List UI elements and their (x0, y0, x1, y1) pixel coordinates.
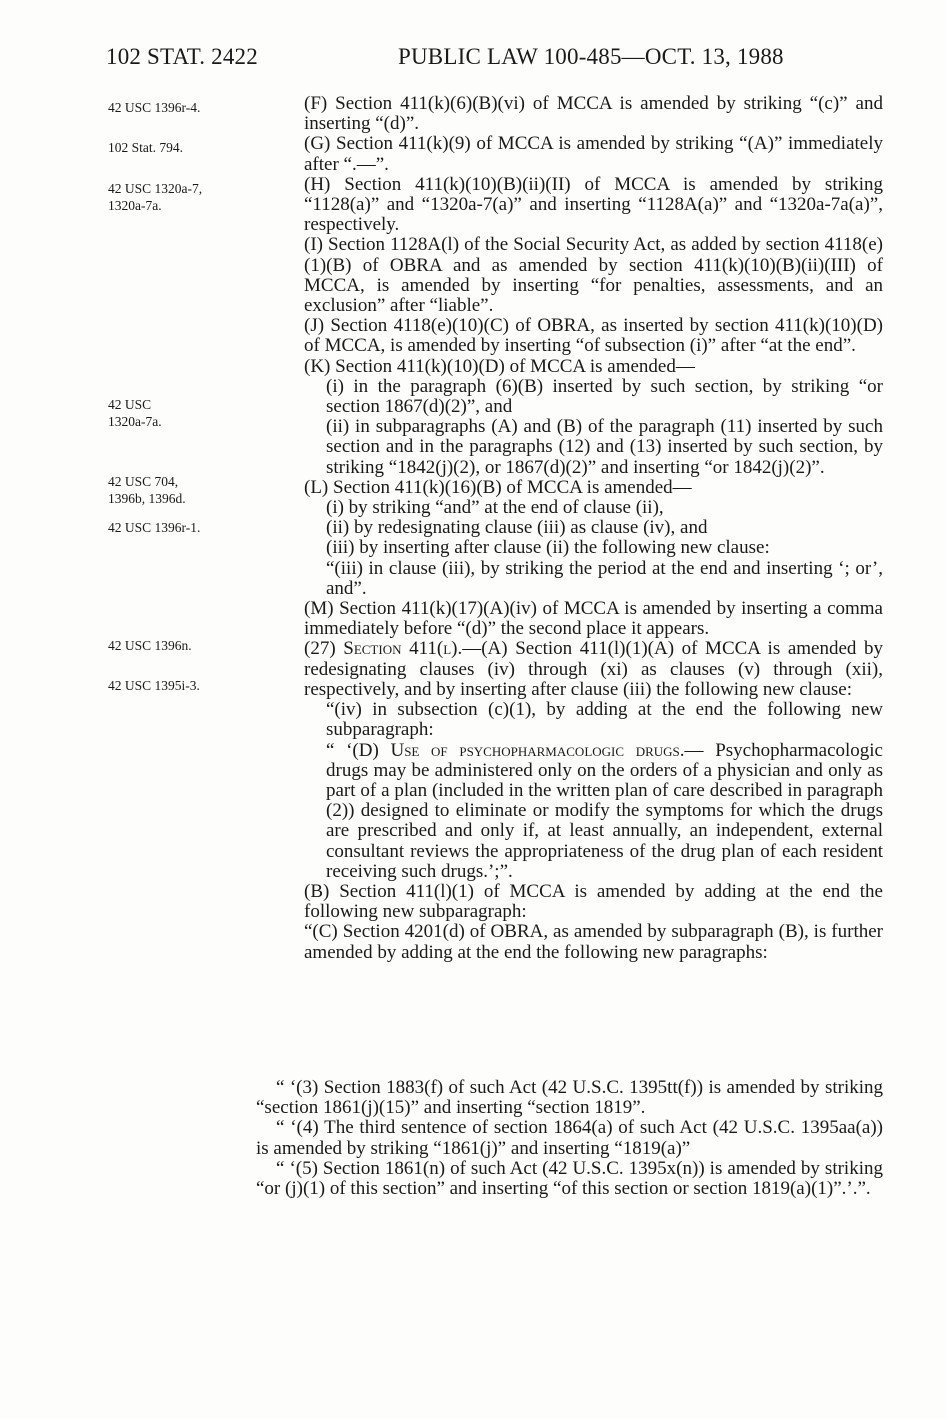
paragraph-M: (M) Section 411(k)(17)(A)(iv) of MCCA is amended by inserting a comma immediately before “(d)” the second place it appears. (304, 598, 883, 640)
margin-note: 42 USC 1396r-4. (108, 100, 201, 115)
subparagraph-D (270, 741, 883, 882)
clause-K-i: (i) in the paragraph (6)(B) inserted by such section, by striking “or section 1867(d)(2)”, and (326, 375, 883, 418)
paragraph-F: (F) Section 411(k)(6)(B)(vi) of MCCA is amended by striking “(c)” and inserting “(d)”. (304, 93, 883, 135)
stat-citation: 102 STAT. 2422 (106, 44, 258, 69)
paragraph-4: “ ‘(4) The third sentence of section 1864(a) of such Act (42 U.S.C. 1395aa(a)) is amended by striking “1861(j)” and inserting “1819(a)” (256, 1117, 883, 1159)
law-body (270, 94, 883, 963)
clause-L-i: (i) by striking “and” at the end of clause (ii), (326, 497, 664, 519)
margin-note: 42 USC 704, (108, 474, 179, 489)
section-27 (270, 639, 883, 700)
margin-note: 42 USC 1395i-3. (108, 678, 200, 693)
law-title: PUBLIC LAW 100-485—OCT. 13, 1988 (398, 44, 784, 69)
paragraph-G: (G) Section 411(k)(9) of MCCA is amended by striking “(A)” immediately after “.—”. (304, 133, 883, 175)
paragraph-I: (I) Section 1128A(l) of the Social Security Act, as added by section 4118(e)(1)(B) of OBRA and as amended by section 411(k)(10)(B)(ii)(III) of MCCA, is amended by inserting “for penalties, assessments, and an exclusion” after “liable”. (304, 234, 883, 317)
section-27-number: (27) (304, 638, 344, 660)
margin-note: 1320a-7a. (108, 414, 162, 429)
paragraph-5: “ ‘(5) Section 1861(n) of such Act (42 U.S.C. 1395x(n)) is amended by striking “or (j)(1) of this section” and inserting “of this section or section 1819(a)(1)”.’.”. (256, 1157, 883, 1200)
subparagraph-D-text: — Psychopharmacologic drugs may be administered only on the orders of a physician and only as part of a plan (included in the written plan of care described in paragraph (2)) designed to eliminate or modify the symptoms for which the drugs are prescribed and only if, at least annually, an independent, external consultant reviews the appropriateness of the drug plan of each resident receiving such drugs.’;”. (326, 739, 883, 882)
margin-note: 42 USC 1396n. (108, 638, 192, 653)
margin-note: 42 USC (108, 397, 152, 412)
page-header (96, 44, 887, 74)
subparagraph-D-heading: Use of psychopharmacologic drugs. (390, 739, 685, 761)
paragraph-B: (B) Section 411(l)(1) of MCCA is amended by adding at the end the following new subparagraph: (304, 880, 883, 923)
paragraph-3: “ ‘(3) Section 1883(f) of such Act (42 U.S.C. 1395tt(f)) is amended by striking “section 1861(j)(15)” and inserting “section 1819”. (256, 1077, 883, 1119)
margin-note: 1396b, 1396d. (108, 491, 186, 506)
margin-note: 102 Stat. 794. (108, 140, 184, 155)
clause-K-ii: (ii) in subparagraphs (A) and (B) of the paragraph (11) inserted by such section and in the paragraphs (12) and (13) inserted by such section, by striking “1842(j)(2), or 1867(d)(2)” and inserting “or 1842(j)(2)”. (326, 416, 883, 478)
margin-note: 42 USC 1396r-1. (108, 520, 201, 535)
clause-27-iv: “(iv) in subsection (c)(1), by adding at the end the following new subparagraph: (326, 699, 883, 741)
subparagraph-D-number: “ ‘(D) (326, 739, 391, 761)
section-27-text: —(A) Section 411(l)(1)(A) of MCCA is amended by redesignating clauses (iv) through (xi) as clauses (v) through (xii), respectively, and by inserting after clause (iii) the following new clause: (304, 638, 883, 700)
clause-L-ii: (ii) by redesignating clause (iii) as clause (iv), and (326, 517, 708, 539)
paragraph-L: (L) Section 411(k)(16)(B) of MCCA is amended— (304, 476, 692, 498)
full-width-paragraphs (256, 1078, 883, 1199)
paragraph-J: (J) Section 4118(e)(10)(C) of OBRA, as inserted by section 411(k)(10)(D) of MCCA, is amended by inserting “of subsection (i)” after “at the end”. (304, 315, 883, 357)
paragraph-C: “(C) Section 4201(d) of OBRA, as amended by subparagraph (B), is further amended by adding at the end the following new paragraphs: (304, 921, 883, 963)
margin-note: 42 USC 1320a-7, (108, 181, 203, 196)
section-27-heading: Section 411(l). (343, 638, 463, 660)
paragraph-H: (H) Section 411(k)(10)(B)(ii)(II) of MCCA is amended by striking “1128(a)” and “1320a-7(a)” and inserting “1128A(a)” and “1320a-7a(a)”, respectively. (304, 173, 883, 236)
clause-L-iii: (iii) by inserting after clause (ii) the following new clause: (326, 537, 770, 559)
margin-note: 1320a-7a. (108, 198, 162, 213)
quote-L: “(iii) in clause (iii), by striking the period at the end and inserting ‘; or’, and”. (326, 557, 883, 599)
paragraph-K: (K) Section 411(k)(10)(D) of MCCA is amended— (304, 355, 695, 377)
